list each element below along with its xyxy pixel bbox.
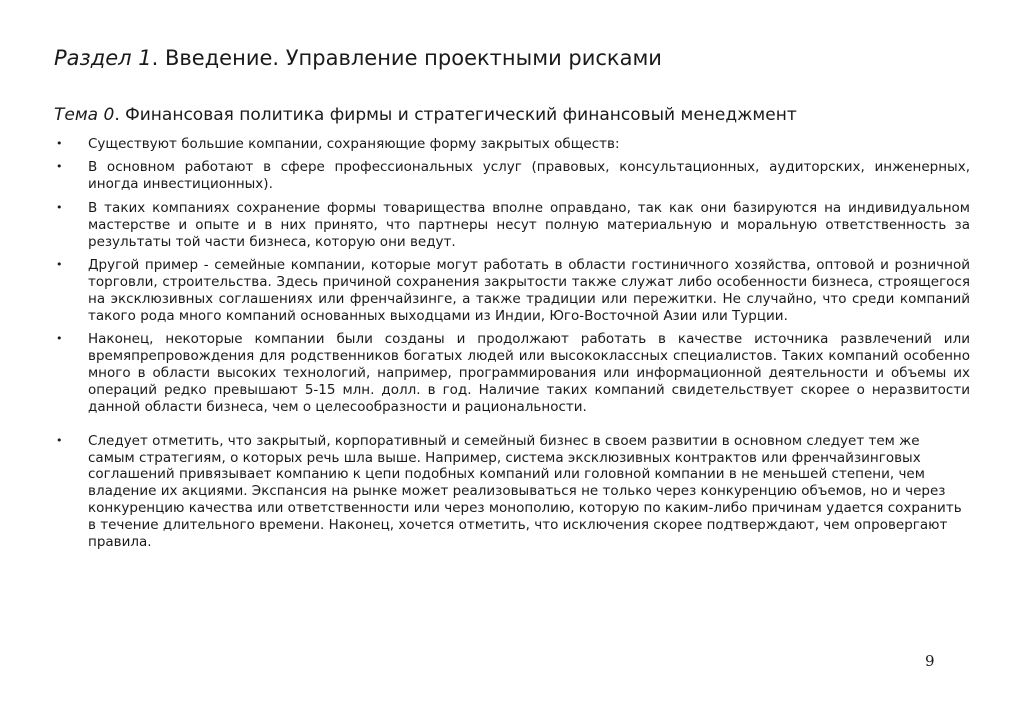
list-item-text: Существуют большие компании, сохраняющие форму закрытых обществ:	[88, 136, 620, 152]
list-item	[54, 159, 970, 193]
list-item	[54, 257, 970, 325]
list-item	[54, 200, 970, 251]
bullet-icon: •	[56, 200, 63, 214]
topic-title	[54, 103, 797, 127]
list-item	[54, 433, 970, 551]
bullet-icon: •	[56, 332, 63, 346]
list-item-text: Наконец, некоторые компании были созданы и продолжают работать в качестве источника развлечений или времяпрепровождения для родственников богатых людей или высококлассных специалистов. Таких компаний особенно много в области высоких технологий, например, программирования или информационной деятельности и объемы их операций редко превышают 5-15 млн. долл. в год. Наличие таких компаний свидетельствует скорее о неразвитости данной области бизнеса, чем о целесообразности и рациональности.	[88, 331, 970, 415]
list-item-text: Другой пример - семейные компании, которые могут работать в области гостиничного хозяйства, оптовой и розничной торговли, строительства. Здесь причиной сохранения закрытости также служат либо особенности бизнеса, строящегося на эксклюзивных соглашениях или френчайзинге, а также традиции или пережитки. Не случайно, что среди компаний такого рода много компаний основанных выходцами из Индии, Юго-Восточной Азии или Турции.	[88, 256, 970, 324]
topic-label: Тема 0	[54, 105, 115, 125]
topic-title-text: . Финансовая политика фирмы и стратегический финансовый менеджмент	[114, 105, 797, 125]
bullet-icon: •	[56, 433, 63, 447]
list-item	[54, 136, 970, 153]
section-label: Раздел 1	[54, 46, 152, 70]
section-title	[54, 44, 662, 72]
list-item-text: В основном работают в сфере профессиональных услуг (правовых, консультационных, аудиторских, инженерных, иногда инвестиционных).	[88, 159, 970, 193]
list-item-text: Следует отметить, что закрытый, корпоративный и семейный бизнес в своем развитии в основном следует тем же самым стратегиям, о которых речь шла выше. Например, система эксклюзивных контрактов или френчайзинговых соглашений привязывает компанию к цепи подобных компаний или головной компании в не меньшей степени, чем владение их акциями. Экспансия на рынке может реализовываться не только через конкуренцию объемов, но и через конкуренцию качества или ответственности или через монополию, которую по каким-либо причинам удается сохранить в течение длительного времени. Наконец, хочется отметить, что исключения скорее подтверждают, чем опровергают правила.	[88, 432, 962, 551]
bullet-icon: •	[56, 160, 63, 174]
list-item	[54, 331, 970, 416]
page-number: 9	[925, 652, 935, 670]
bullet-icon: •	[56, 137, 63, 150]
section-title-text: . Введение. Управление проектными рисками	[151, 46, 662, 70]
bullet-list	[54, 136, 970, 557]
list-item-text: В таких компаниях сохранение формы товарищества вполне оправдано, так как они базируются на индивидуальном мастерстве и опыте и в них принято, что партнеры несут полную материальную и моральную ответственность за результаты той части бизнеса, которую они ведут.	[88, 199, 970, 250]
bullet-icon: •	[56, 257, 63, 271]
